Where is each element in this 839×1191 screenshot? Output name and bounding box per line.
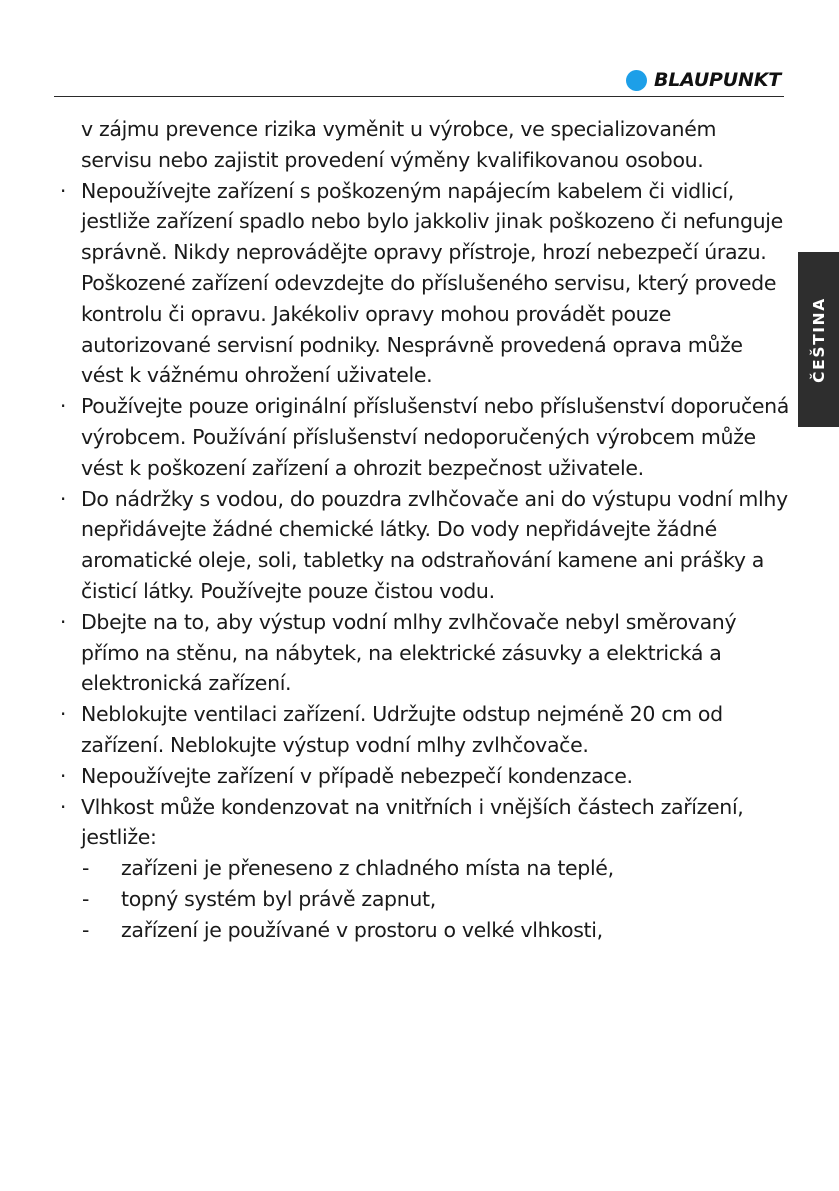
list-item <box>54 607 790 699</box>
language-label: ČEŠTINA <box>809 296 828 383</box>
list-item-text: Používejte pouze originální příslušenství nebo příslušenství doporučená výrobcem. Používání příslušenství nedoporučených výrobcem může vést k poškození zařízení a ohrozit bezpečnost uživatele. <box>81 394 789 480</box>
list-item-text: Do nádržky s vodou, do pouzdra zvlhčovače ani do výstupu vodní mlhy nepřidávejte žádné chemické látky. Do vody nepřidávejte žádné aromatické oleje, soli, tabletky na odstraňování kamene ani prášky a čisticí látky. Používejte pouze čistou vodu. <box>81 486 788 603</box>
bullet-icon: · <box>59 178 67 203</box>
sub-list-item <box>54 853 790 884</box>
sub-list-item-text: topný systém byl právě zapnut, <box>121 886 436 911</box>
bullet-icon: · <box>59 763 67 788</box>
list-item <box>54 792 790 854</box>
language-side-tab <box>798 252 839 427</box>
header-divider <box>54 96 784 97</box>
bullet-icon: · <box>59 609 67 634</box>
page-content <box>54 114 790 946</box>
bullet-icon: · <box>59 486 67 511</box>
brand-dot-icon <box>626 70 647 91</box>
dash-icon: - <box>82 886 90 911</box>
sub-list-item <box>54 884 790 915</box>
list-item-text: Nepoužívejte zařízení v případě nebezpečí kondenzace. <box>81 763 633 788</box>
list-item <box>54 699 790 761</box>
bullet-icon: · <box>59 794 67 819</box>
list-item <box>54 176 790 392</box>
list-item-text: Neblokujte ventilaci zařízení. Udržujte odstup nejméně 20 cm od zařízení. Neblokujte výstup vodní mlhy zvlhčovače. <box>81 702 723 757</box>
bullet-icon: · <box>59 394 67 419</box>
list-item-text: Vlhkost může kondenzovat na vnitřních i vnějších částech zařízení, jestliže: <box>81 794 744 850</box>
dash-icon: - <box>82 917 90 942</box>
list-item-text: Nepoužívejte zařízení s poškozeným napájecím kabelem či vidlicí, jestliže zařízení spadlo nebo bylo jakkoliv jinak poškozeno či nefunguje správně. Nikdy neprovádějte opravy přístroje, hrozí nebezpečí úrazu. Poškozené zařízení odevzdejte do příslušeného servisu, který provede kontrolu či opravu. Jakékoliv opravy mohou provádět pouze autorizované servisní podniky. Nesprávně provedená oprava může vést k vážnému ohrožení uživatele. <box>81 178 783 388</box>
list-item <box>54 484 790 607</box>
sub-list-item-text: zařízení je používané v prostoru o velké vlhkosti, <box>121 917 603 942</box>
brand-logo <box>626 66 781 94</box>
dash-icon: - <box>82 856 90 881</box>
bullet-icon: · <box>59 702 67 727</box>
list-item <box>54 761 790 792</box>
list-item <box>54 391 790 483</box>
list-item-text: Dbejte na to, aby výstup vodní mlhy zvlhčovače nebyl směrovaný přímo na stěnu, na nábytek, na elektrické zásuvky a elektrická a elektronická zařízení. <box>81 609 737 696</box>
brand-name: BLAUPUNKT <box>653 69 781 91</box>
sub-list-item <box>54 915 790 946</box>
sub-list-item-text: zařízeni je přeneseno z chladného místa na teplé, <box>121 856 614 881</box>
intro-paragraph: v zájmu prevence rizika vyměnit u výrobce, ve specializovaném servisu nebo zajistit provedení výměny kvalifikovanou osobou. <box>81 117 717 172</box>
